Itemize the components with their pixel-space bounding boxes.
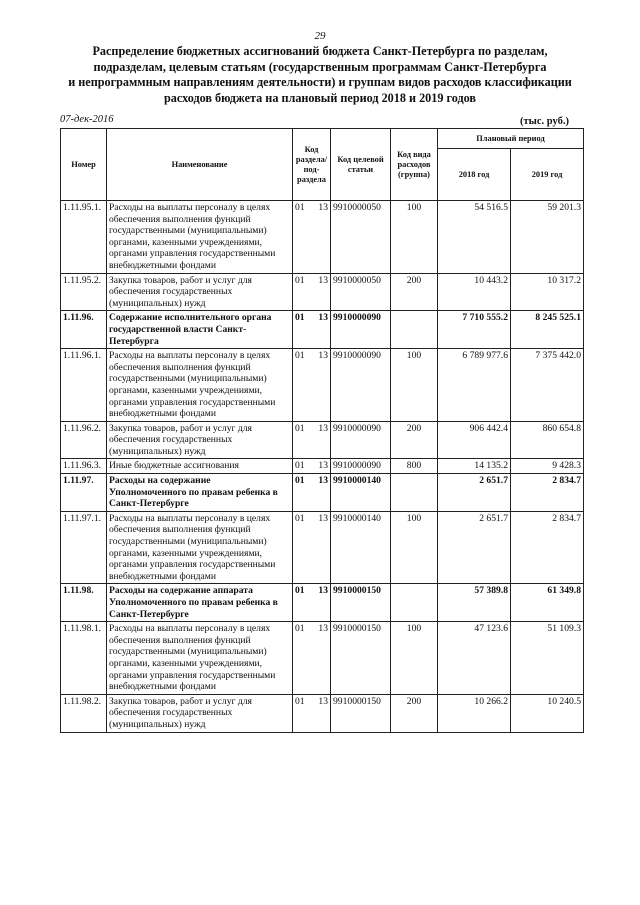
- row-name: Расходы на выплаты персоналу в целях обеспечения выполнения функций государственными (муниципальными) органами, казенными учреждениями, органами управления государственными внебюджетными фондами: [107, 622, 293, 695]
- row-subsection: 13: [318, 695, 328, 707]
- row-amount-2018: 2 651.7: [438, 511, 511, 584]
- row-target-code: 9910000140: [331, 474, 391, 512]
- row-target-code: 9910000090: [331, 311, 391, 349]
- row-kind-code: 200: [391, 694, 438, 732]
- row-number: 1.11.96.3.: [61, 459, 107, 474]
- row-section: 01: [295, 202, 305, 213]
- row-section-code: [293, 421, 331, 459]
- row-amount-2018: 47 123.6: [438, 622, 511, 695]
- row-amount-2019: 61 349.8: [511, 584, 584, 622]
- row-subsection: 13: [318, 585, 328, 597]
- row-number: 1.11.96.: [61, 311, 107, 349]
- header-target-code: Код целевой статьи: [331, 129, 391, 201]
- row-subsection: 13: [318, 512, 328, 524]
- row-section: 01: [295, 475, 305, 487]
- row-section-code: [293, 511, 331, 584]
- row-section: 01: [295, 623, 305, 635]
- table-row: [61, 273, 584, 311]
- row-section-code: [293, 311, 331, 349]
- header-section-code: Код раздела/ под- раздела: [293, 129, 331, 201]
- row-section: 01: [295, 274, 305, 286]
- row-kind-code: 100: [391, 511, 438, 584]
- row-amount-2019: 2 834.7: [511, 511, 584, 584]
- row-amount-2018: 6 789 977.6: [438, 349, 511, 422]
- table-row: [61, 694, 584, 732]
- header-name: Наименование: [107, 129, 293, 201]
- units-label: (тыс. руб.): [520, 116, 569, 127]
- row-name: Расходы на содержание аппарата Уполномоченного по правам ребенка в Санкт-Петербурге: [107, 584, 293, 622]
- row-kind-code: 100: [391, 201, 438, 274]
- row-kind-code: 100: [391, 622, 438, 695]
- row-section-code: [293, 584, 331, 622]
- table-row: [61, 474, 584, 512]
- row-section-code: [293, 474, 331, 512]
- table-row: [61, 459, 584, 474]
- row-amount-2019: 10 317.2: [511, 273, 584, 311]
- row-amount-2019: 10 240.5: [511, 694, 584, 732]
- row-kind-code: [391, 584, 438, 622]
- row-section: 01: [295, 350, 305, 362]
- row-section: 01: [295, 512, 305, 524]
- title-line: и непрограммным направлениям деятельности) и группам видов расходов классификации: [68, 75, 572, 89]
- row-target-code: 9910000140: [331, 511, 391, 584]
- table-row: [61, 421, 584, 459]
- header-kind-code: Код вида расходов (группа): [391, 129, 438, 201]
- row-subsection: 13: [318, 422, 328, 434]
- row-section: 01: [295, 460, 305, 472]
- table-row: [61, 511, 584, 584]
- title-line: Распределение бюджетных ассигнований бюджета Санкт-Петербурга по разделам,: [92, 44, 548, 58]
- row-amount-2019: 51 109.3: [511, 622, 584, 695]
- row-name: Расходы на выплаты персоналу в целях обеспечения выполнения функций государственными (муниципальными) органами, казенными учреждениями, органами управления государственными внебюджетными фондами: [107, 201, 293, 274]
- row-section-code: [293, 273, 331, 311]
- row-section-code: [293, 349, 331, 422]
- row-amount-2018: 10 266.2: [438, 694, 511, 732]
- row-name: Закупка товаров, работ и услуг для обеспечения государственных (муниципальных) нужд: [107, 273, 293, 311]
- table-row: [61, 201, 584, 274]
- row-name: Содержание исполнительного органа государственной власти Санкт-Петербурга: [107, 311, 293, 349]
- row-name: Закупка товаров, работ и услуг для обеспечения государственных (муниципальных) нужд: [107, 421, 293, 459]
- row-subsection: 13: [318, 312, 328, 324]
- row-kind-code: 100: [391, 349, 438, 422]
- row-section-code: [293, 694, 331, 732]
- document-date: 07-дек-2016: [60, 114, 114, 125]
- row-number: 1.11.98.: [61, 584, 107, 622]
- row-name: Расходы на выплаты персоналу в целях обеспечения выполнения функций государственными (муниципальными) органами, казенными учреждениями, органами управления государственными внебюджетными фондами: [107, 511, 293, 584]
- header-number: Номер: [61, 129, 107, 201]
- row-kind-code: [391, 311, 438, 349]
- row-number: 1.11.96.2.: [61, 421, 107, 459]
- row-amount-2018: 906 442.4: [438, 421, 511, 459]
- table-row: [61, 311, 584, 349]
- row-number: 1.11.97.: [61, 474, 107, 512]
- row-amount-2019: 2 834.7: [511, 474, 584, 512]
- row-subsection: 13: [318, 460, 328, 472]
- row-section: 01: [295, 312, 305, 324]
- row-amount-2018: 2 651.7: [438, 474, 511, 512]
- row-target-code: 9910000150: [331, 694, 391, 732]
- row-number: 1.11.97.1.: [61, 511, 107, 584]
- row-target-code: 9910000090: [331, 459, 391, 474]
- title-line: расходов бюджета на плановый период 2018 и 2019 годов: [163, 90, 476, 105]
- row-kind-code: 200: [391, 421, 438, 459]
- row-section: 01: [295, 695, 305, 707]
- row-amount-2018: 14 135.2: [438, 459, 511, 474]
- row-name: Иные бюджетные ассигнования: [107, 459, 293, 474]
- page-title: [40, 44, 600, 106]
- row-subsection: 13: [318, 623, 328, 635]
- table-row: [61, 584, 584, 622]
- header-year-2019: 2019 год: [511, 149, 584, 201]
- row-amount-2019: 860 654.8: [511, 421, 584, 459]
- row-subsection: 13: [318, 274, 328, 286]
- row-amount-2019: 8 245 525.1: [511, 311, 584, 349]
- row-section: 01: [295, 422, 305, 434]
- row-name: Расходы на содержание Уполномоченного по правам ребенка в Санкт-Петербурге: [107, 474, 293, 512]
- row-subsection: 13: [318, 475, 328, 487]
- row-amount-2018: 57 389.8: [438, 584, 511, 622]
- row-section: 01: [295, 585, 305, 597]
- row-amount-2019: 59 201.3: [511, 201, 584, 274]
- row-amount-2019: 7 375 442.0: [511, 349, 584, 422]
- row-number: 1.11.95.2.: [61, 273, 107, 311]
- row-section-code: [293, 201, 331, 274]
- row-target-code: 9910000050: [331, 273, 391, 311]
- row-amount-2018: 54 516.5: [438, 201, 511, 274]
- title-line: подразделам, целевым статьям (государственным программам Санкт-Петербурга: [93, 59, 547, 74]
- row-number: 1.11.98.2.: [61, 694, 107, 732]
- row-kind-code: [391, 474, 438, 512]
- header-planned-period: Плановый период: [438, 129, 584, 149]
- row-section-code: [293, 622, 331, 695]
- row-target-code: 9910000050: [331, 201, 391, 274]
- table-row: [61, 622, 584, 695]
- row-target-code: 9910000150: [331, 622, 391, 695]
- row-target-code: 9910000090: [331, 349, 391, 422]
- budget-table: [60, 128, 584, 733]
- row-kind-code: 200: [391, 273, 438, 311]
- row-name: Расходы на выплаты персоналу в целях обеспечения выполнения функций государственными (муниципальными) органами, казенными учреждениями, органами управления государственными внебюджетными фондами: [107, 349, 293, 422]
- row-amount-2019: 9 428.3: [511, 459, 584, 474]
- row-amount-2018: 10 443.2: [438, 273, 511, 311]
- row-subsection: 13: [318, 350, 328, 362]
- row-target-code: 9910000090: [331, 421, 391, 459]
- row-number: 1.11.96.1.: [61, 349, 107, 422]
- row-name: Закупка товаров, работ и услуг для обеспечения государственных (муниципальных) нужд: [107, 694, 293, 732]
- table-row: [61, 349, 584, 422]
- row-number: 1.11.95.1.: [61, 201, 107, 274]
- row-amount-2018: 7 710 555.2: [438, 311, 511, 349]
- row-section-code: [293, 459, 331, 474]
- header-year-2018: 2018 год: [438, 149, 511, 201]
- row-number: 1.11.98.1.: [61, 622, 107, 695]
- row-kind-code: 800: [391, 459, 438, 474]
- page-number: 29: [314, 30, 326, 42]
- row-target-code: 9910000150: [331, 584, 391, 622]
- row-subsection: 13: [318, 202, 328, 213]
